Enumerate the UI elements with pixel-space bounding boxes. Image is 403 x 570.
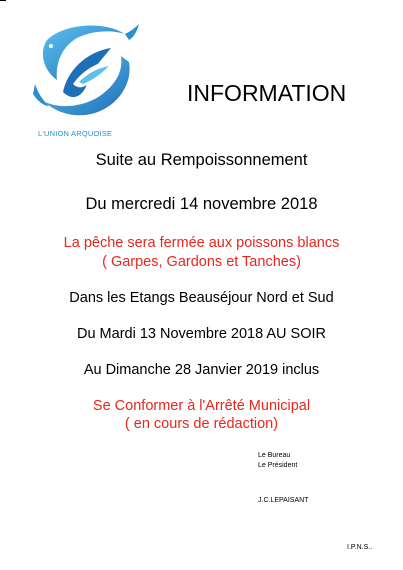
notice-line-restocking: Suite au Rempoissonnement	[95, 151, 308, 169]
notice-location: Dans les Etangs Beauséjour Nord et Sud	[69, 290, 334, 306]
page-title: INFORMATION	[187, 80, 347, 106]
notice-fish-species: ( Garpes, Gardons et Tanches)	[102, 254, 301, 270]
notice-start-date: Du Mardi 13 Novembre 2018 AU SOIR	[76, 326, 327, 342]
footer-divider	[0, 0, 6, 1]
notice-end-date: Au Dimanche 28 Janvier 2019 inclus	[83, 362, 320, 378]
footer-ipns: I.P.N.S..	[347, 544, 373, 551]
signature-name: J.C.LEPAISANT	[258, 497, 309, 504]
fish-logo-icon	[33, 22, 139, 118]
notice-line-date: Du mercredi 14 novembre 2018	[85, 195, 318, 213]
logo-caption: L'UNION ARQUOISE	[38, 129, 113, 138]
notice-regulation-status: ( en cours de rédaction)	[124, 416, 279, 432]
notice-regulation: Se Conformer à l'Arrêté Municipal	[92, 398, 311, 414]
signature-bureau: Le Bureau	[258, 452, 291, 459]
signature-president: Le Président	[258, 462, 298, 469]
notice-closure-line: La pêche sera fermée aux poissons blancs	[63, 235, 340, 251]
